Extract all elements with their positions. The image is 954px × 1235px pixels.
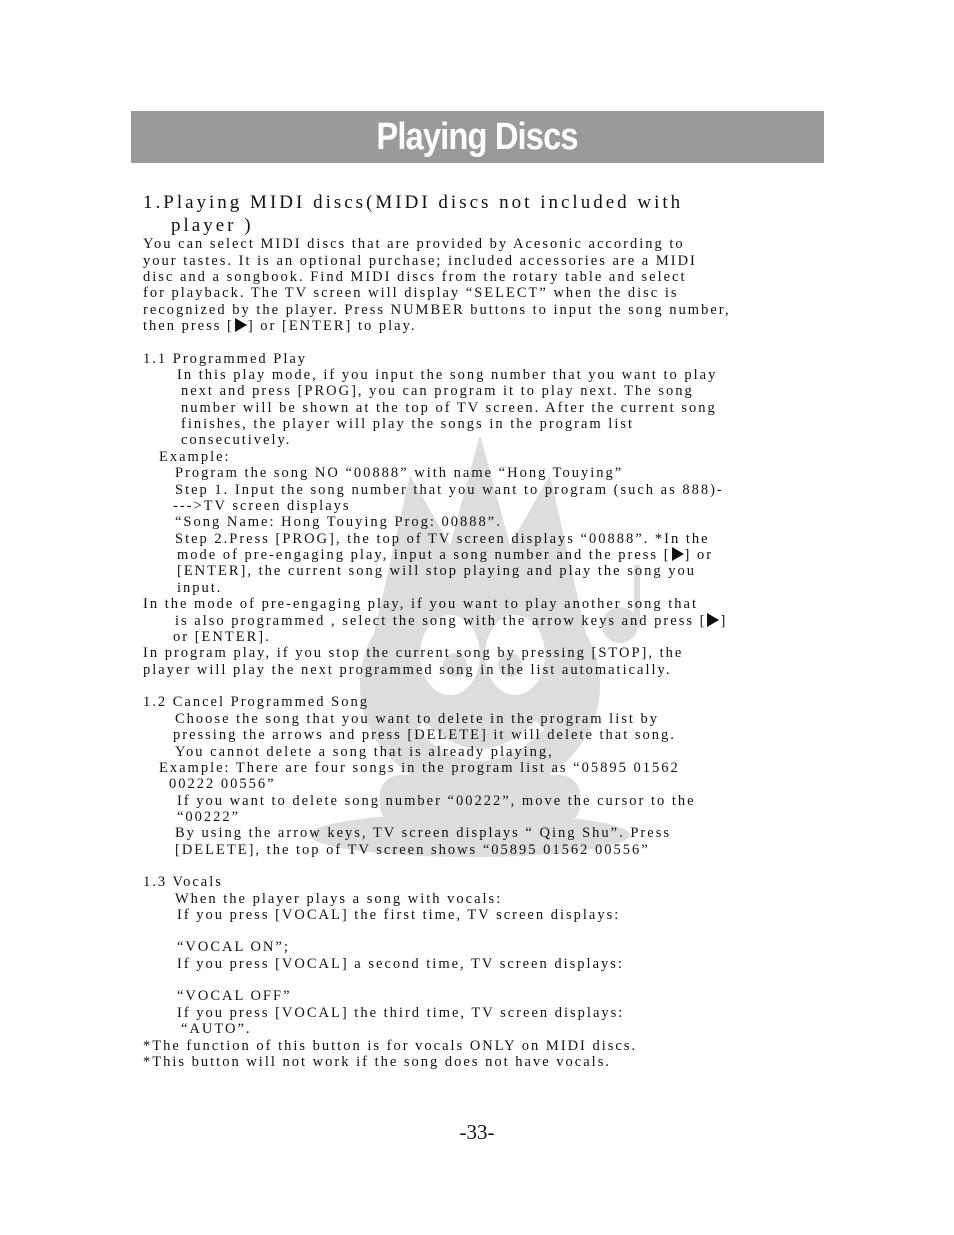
- paragraph-line: If you press [VOCAL] the third time, TV screen displays:: [177, 1005, 625, 1021]
- paragraph-line: When the player plays a song with vocals:: [175, 891, 503, 907]
- title-banner: [131, 111, 824, 163]
- paragraph-line: pressing the arrows and press [DELETE] it will delete that song.: [173, 727, 676, 743]
- paragraph-line: next and press [PROG], you can program it to play next. The song: [181, 383, 694, 399]
- paragraph-line: [ENTER], the current song will stop playing and play the song you: [177, 563, 697, 579]
- paragraph-line: In this play mode, if you input the song number that you want to play: [177, 367, 718, 383]
- paragraph-line: By using the arrow keys, TV screen displays “ Qing Shu”. Press: [175, 825, 671, 841]
- page-number: -33-: [459, 1120, 495, 1144]
- paragraph-text: mode of pre-engaging play, input a song number and the press [: [177, 547, 671, 563]
- paragraph-line: Example: There are four songs in the program list as “05895 01562: [159, 760, 680, 776]
- paragraph-text: ] or [ENTER] to play.: [247, 318, 417, 334]
- paragraph-line: disc and a songbook. Find MIDI discs from the rotary table and select: [143, 269, 687, 285]
- paragraph-line: In the mode of pre-engaging play, if you want to play another song that: [143, 596, 699, 612]
- paragraph-line: If you press [VOCAL] a second time, TV screen displays:: [177, 956, 624, 972]
- paragraph-line: number will be shown at the top of TV screen. After the current song: [181, 400, 717, 416]
- paragraph-line: [DELETE], the top of TV screen shows “05895 01562 00556”: [175, 842, 650, 858]
- subsection-heading: 1.1 Programmed Play: [143, 351, 308, 367]
- subsection-heading: 1.3 Vocals: [143, 874, 223, 890]
- paragraph-line: your tastes. It is an optional purchase; included accessories are a MIDI: [143, 253, 697, 269]
- play-triangle-icon: [235, 318, 247, 332]
- paragraph-line: “VOCAL OFF”: [177, 988, 292, 1004]
- paragraph-line: In program play, if you stop the current song by pressing [STOP], the: [143, 645, 684, 661]
- paragraph-line: for playback. The TV screen will display “SELECT” when the disc is: [143, 285, 679, 301]
- paragraph-line: Step 1. Input the song number that you want to program (such as 888)-: [175, 482, 724, 498]
- paragraph-line: recognized by the player. Press NUMBER buttons to input the song number,: [143, 302, 731, 318]
- paragraph-line: Choose the song that you want to delete in the program list by: [175, 711, 660, 727]
- paragraph-line: player will play the next programmed song in the list automatically.: [143, 662, 672, 678]
- paragraph-line: If you press [VOCAL] the first time, TV screen displays:: [177, 907, 621, 923]
- paragraph-text: then press [: [143, 318, 234, 334]
- paragraph-line: or [ENTER].: [173, 629, 271, 645]
- paragraph-text: is also programmed , select the song with the arrow keys and press [: [175, 613, 707, 629]
- paragraph-line: You cannot delete a song that is already playing,: [175, 744, 554, 760]
- paragraph-text: ] or: [684, 547, 714, 563]
- paragraph-line: “Song Name: Hong Touying Prog: 00888”.: [175, 514, 502, 530]
- paragraph-line: Program the song NO “00888” with name “Hong Touying”: [175, 465, 624, 481]
- section-heading: 1.Playing MIDI discs(MIDI discs not included with: [143, 192, 684, 213]
- paragraph-line: input.: [177, 580, 223, 596]
- note-line: *This button will not work if the song does not have vocals.: [143, 1054, 611, 1070]
- paragraph-line: [177, 547, 713, 563]
- page-title: Playing Discs: [376, 115, 579, 158]
- paragraph-line: “00222”: [177, 809, 241, 825]
- paragraph-line: If you want to delete song number “00222”, move the cursor to the: [177, 793, 696, 809]
- paragraph-text: ]: [720, 613, 728, 629]
- play-triangle-icon: [707, 613, 719, 627]
- paragraph-line: --->TV screen displays: [173, 498, 351, 514]
- section-heading: player ): [171, 215, 254, 236]
- paragraph-line: 00222 00556”: [169, 776, 276, 792]
- paragraph-line: “AUTO”.: [181, 1021, 252, 1037]
- example-label: Example:: [159, 449, 231, 465]
- paragraph-line: consecutively.: [181, 432, 292, 448]
- paragraph-line: [143, 318, 417, 334]
- play-triangle-icon: [672, 547, 684, 561]
- paragraph-line: You can select MIDI discs that are provided by Acesonic according to: [143, 236, 685, 252]
- paragraph-line: “VOCAL ON”;: [177, 939, 290, 955]
- paragraph-line: [175, 613, 727, 629]
- subsection-heading: 1.2 Cancel Programmed Song: [143, 694, 369, 710]
- paragraph-line: finishes, the player will play the songs in the program list: [181, 416, 635, 432]
- paragraph-line: Step 2.Press [PROG], the top of TV screen displays “00888”. *In the: [175, 531, 710, 547]
- note-line: *The function of this button is for vocals ONLY on MIDI discs.: [143, 1038, 638, 1054]
